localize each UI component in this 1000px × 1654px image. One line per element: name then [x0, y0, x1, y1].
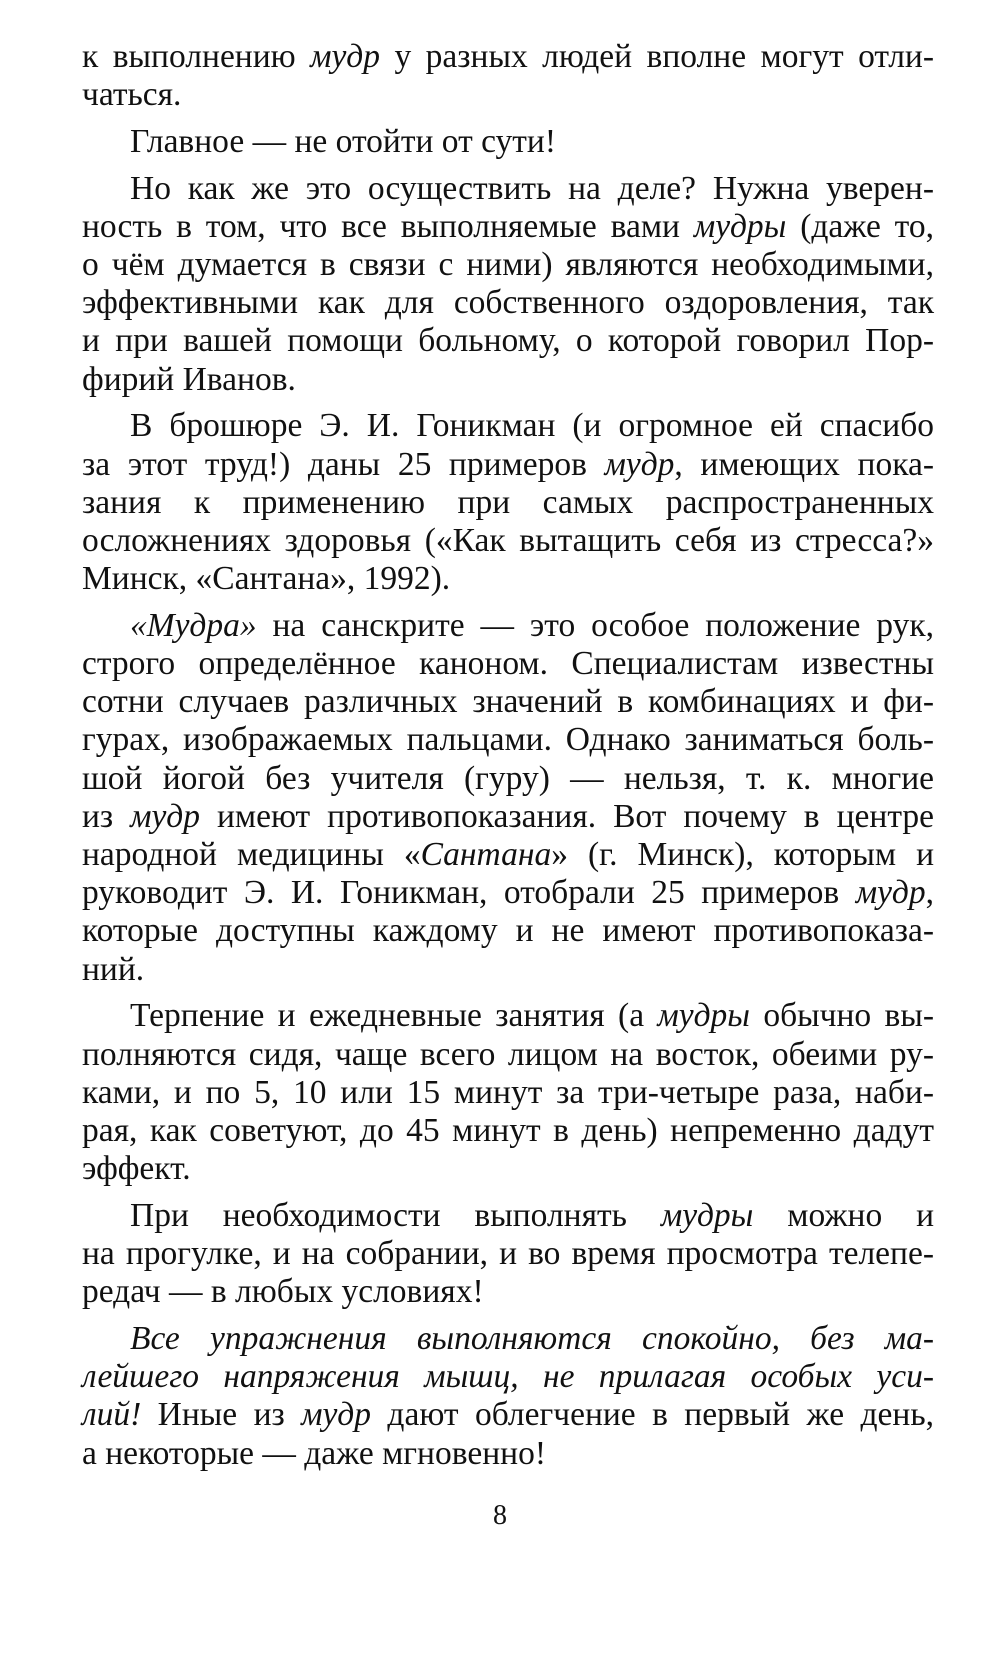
text-line — [82, 1150, 934, 1188]
text-line — [82, 721, 934, 759]
text-line — [82, 1074, 934, 1112]
text-run: ний. — [82, 950, 145, 988]
text-line — [82, 446, 934, 484]
text-run: При необходимости выполнять — [130, 1196, 661, 1234]
italic-text: лейшего напряжения мышц, не прилагая особых уси- — [82, 1358, 934, 1396]
paragraph — [82, 1320, 934, 1473]
text-line — [82, 798, 934, 836]
text-line — [82, 246, 934, 284]
text-line — [82, 912, 934, 950]
text-line — [82, 38, 934, 76]
text-run: Но как же это осуществить на деле? Нужна уверен- — [130, 169, 934, 207]
text-line — [82, 522, 934, 560]
text-run: Иные из — [141, 1396, 302, 1434]
page-number: 8 — [493, 1500, 507, 1531]
text-run: и при вашей помощи больному, о которой говорил Пор- — [82, 322, 934, 360]
text-line — [82, 76, 934, 114]
text-line — [82, 836, 934, 874]
text-line — [82, 1273, 934, 1311]
italic-text: мудр — [301, 1396, 371, 1434]
italic-text: лий! — [82, 1396, 142, 1434]
text-run: к выполнению — [82, 38, 311, 75]
text-run: , — [925, 874, 934, 912]
text-run: осложнениях здоровья («Как вытащить себя из стресса?» — [82, 521, 934, 559]
text-line — [82, 1320, 934, 1358]
text-run: ность в том, что все выполняемые вами — [82, 207, 694, 245]
text-run: из — [82, 797, 131, 835]
text-line — [82, 284, 934, 322]
text-run: можно и — [753, 1196, 935, 1234]
text-run: эффективными как для собственного оздоровления, так — [82, 284, 934, 322]
text-line — [82, 1396, 934, 1434]
text-line — [82, 874, 934, 912]
italic-text: мудры — [657, 997, 750, 1035]
text-line — [82, 997, 934, 1035]
text-run: о чём думается в связи с ними) являются необходимыми, — [82, 246, 934, 284]
italic-text: мудр — [604, 445, 675, 483]
text-run: (даже то, — [786, 207, 935, 245]
text-line — [82, 645, 934, 683]
text-run: » (г. Минск), которым и — [551, 836, 935, 874]
text-line — [82, 951, 934, 989]
text-run: за этот труд!) даны 25 примеров — [82, 445, 605, 483]
italic-text: «Мудра» — [130, 606, 257, 644]
paragraph — [82, 1197, 934, 1312]
text-run: руководит Э. И. Гоникман, отобрали 25 примеров — [82, 874, 856, 912]
text-run: Главное — не отойти от сути! — [130, 122, 556, 160]
text-run: , имеющих пока- — [674, 445, 934, 483]
text-run: шой йогой без учителя (гуру) — нельзя, т. к. многие — [82, 759, 934, 797]
text-line — [82, 560, 934, 598]
paragraph — [82, 997, 934, 1188]
text-run: на санскрите — это особое положение рук, — [256, 606, 934, 644]
text-line — [82, 407, 934, 445]
text-run: дают облегчение в первый же день, — [371, 1396, 934, 1434]
text-run: фирий Иванов. — [82, 360, 296, 398]
text-run: гурах, изображаемых пальцами. Однако заниматься боль- — [82, 721, 934, 759]
text-run: сотни случаев различных значений в комбинациях и фи- — [82, 683, 934, 721]
text-run: строго определённое каноном. Специалистам известны — [82, 645, 934, 683]
text-line — [82, 322, 934, 360]
text-line — [82, 683, 934, 721]
text-run: которые доступны каждому и не имеют противопоказа- — [82, 912, 934, 950]
text-run: обычно вы- — [749, 997, 934, 1035]
text-run: рая, как советуют, до 45 минут в день) непременно дадут — [82, 1111, 934, 1149]
text-run: чаться. — [82, 76, 182, 114]
text-line — [82, 1235, 934, 1273]
text-run: ками, и по 5, 10 или 15 минут за три-четыре раза, наби- — [82, 1073, 934, 1111]
text-run: имеют противопоказания. Вот почему в центре — [200, 797, 934, 835]
italic-text: Все упражнения выполняются спокойно, без ма- — [130, 1320, 934, 1357]
text-run: у разных людей вполне могут отли- — [380, 38, 935, 75]
text-line — [82, 170, 934, 208]
text-run: на прогулке, и на собрании, и во время просмотра телепе- — [82, 1235, 934, 1273]
text-run: Минск, «Сантана», 1992). — [82, 560, 451, 598]
paragraph — [82, 407, 934, 598]
text-line — [82, 760, 934, 798]
text-line — [82, 484, 934, 522]
text-line — [82, 1036, 934, 1074]
text-run: редач — в любых условиях! — [82, 1273, 484, 1311]
italic-text: Сантана — [420, 836, 552, 874]
paragraph — [82, 607, 934, 989]
text-line — [82, 361, 934, 399]
text-line — [82, 1112, 934, 1150]
paragraph — [82, 38, 934, 114]
text-run: полняются сидя, чаще всего лицом на восток, обеими ру- — [82, 1035, 934, 1073]
italic-text: мудры — [693, 207, 787, 245]
text-run: В брошюре Э. И. Гоникман (и огромное ей спасибо — [130, 407, 934, 445]
text-line — [82, 1197, 934, 1235]
page-text — [82, 38, 934, 1473]
italic-text: мудр — [310, 38, 381, 75]
text-line — [82, 123, 934, 161]
text-run: народной медицины « — [82, 836, 421, 874]
text-run: эффект. — [82, 1150, 191, 1188]
text-run: а некоторые — даже мгновенно! — [82, 1434, 546, 1472]
text-line — [82, 1435, 934, 1473]
italic-text: мудры — [660, 1196, 754, 1234]
text-run: Терпение и ежедневные занятия (а — [130, 997, 658, 1035]
text-line — [82, 607, 934, 645]
text-line — [82, 1358, 934, 1396]
italic-text: мудр — [130, 797, 200, 835]
paragraph — [82, 123, 934, 161]
paragraph — [82, 170, 934, 399]
italic-text: мудр — [855, 874, 926, 912]
text-line — [82, 208, 934, 246]
text-run: зания к применению при самых распространенных — [82, 483, 934, 521]
